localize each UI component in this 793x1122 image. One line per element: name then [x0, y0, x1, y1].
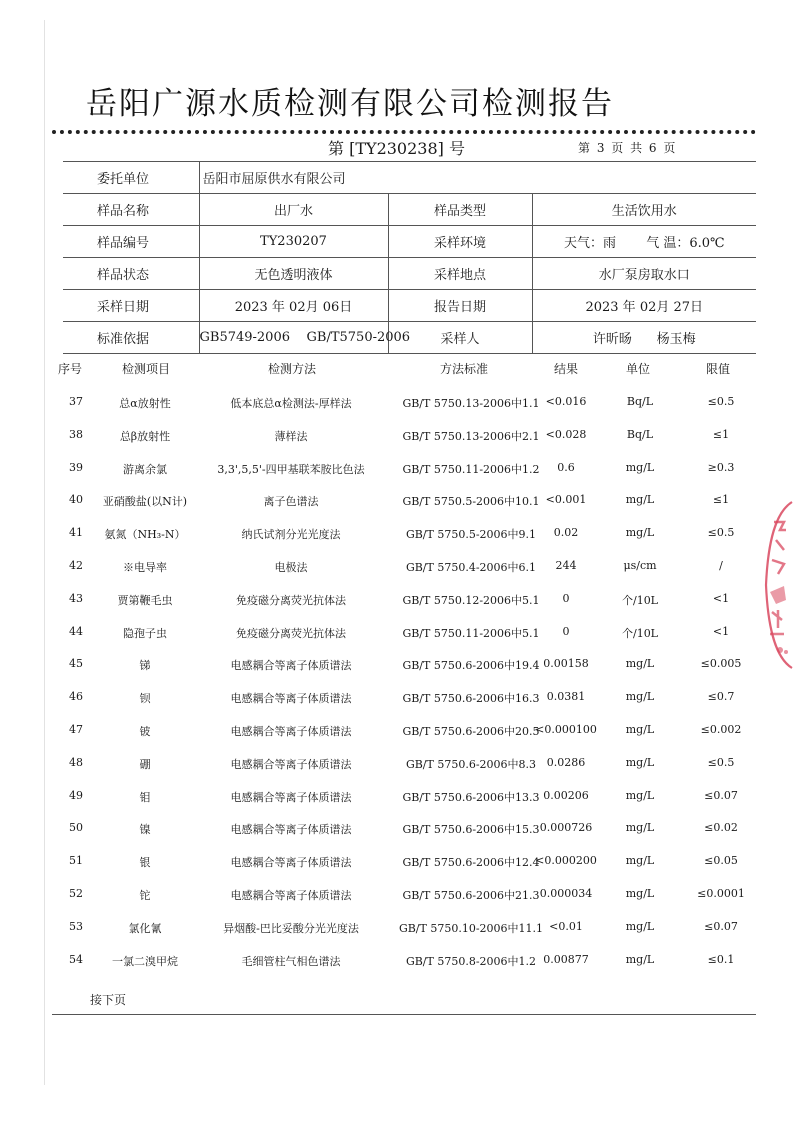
table-row	[56, 789, 756, 809]
cell-standard: GB/T 5750.4-2006中6.1	[405, 561, 537, 574]
state-value: 无色透明液体	[199, 258, 388, 290]
cell-method: 离子色谱法	[263, 495, 319, 509]
cell-limit: ≤0.07	[704, 919, 738, 933]
cell-method: 免疫磁分离荧光抗体法	[236, 626, 346, 640]
continued-note: 接下页	[90, 993, 127, 1007]
info-row-basis	[63, 322, 756, 354]
sample-name-label: 样品名称	[63, 194, 199, 226]
cell-limit: ≤0.5	[707, 395, 735, 408]
cell-no: 41	[69, 526, 83, 540]
sample-name-value: 出厂水	[199, 194, 388, 226]
cell-no: 51	[69, 854, 83, 868]
page-info: 第 3 页 共 6 页	[578, 141, 676, 155]
cell-no: 38	[69, 427, 83, 441]
cell-limit: ≤0.05	[704, 854, 738, 868]
header-limit: 限值	[706, 362, 731, 376]
cell-result: 0	[562, 624, 570, 638]
cell-limit: ≤0.002	[700, 723, 742, 736]
cell-method: 3,3',5,5'-四甲基联苯胺比色法	[217, 462, 365, 476]
cell-result: <0.001	[545, 493, 587, 507]
cell-result: 0.00158	[543, 657, 589, 671]
cell-unit: mg/L	[625, 755, 655, 769]
table-row	[56, 657, 756, 677]
cell-result: 0.0381	[546, 690, 586, 704]
cell-unit: mg/L	[625, 919, 655, 933]
cell-unit: mg/L	[625, 821, 655, 835]
location-label: 采样地点	[388, 258, 532, 290]
cell-limit: ≤0.02	[704, 821, 738, 835]
client-label: 委托单位	[63, 162, 199, 194]
cell-result: <0.01	[549, 919, 583, 933]
table-row	[56, 821, 756, 841]
cell-item: 总β放射性	[119, 429, 171, 443]
header-unit: 单位	[626, 362, 651, 376]
cell-result: 0.02	[553, 526, 579, 540]
cell-method: 电感耦合等离子体质谱法	[230, 692, 352, 706]
header-no: 序号	[58, 362, 83, 376]
env-label: 采样环境	[388, 226, 532, 258]
table-row	[56, 854, 756, 874]
header-method: 检测方法	[268, 362, 317, 376]
cell-unit: mg/L	[625, 788, 655, 802]
table-row	[56, 559, 756, 579]
cell-method: 毛细管柱气相色谱法	[241, 954, 341, 968]
cell-standard: GB/T 5750.6-2006中12.4	[402, 856, 540, 870]
info-row-state	[63, 258, 756, 290]
table-row	[56, 723, 756, 743]
table-row	[56, 690, 756, 710]
table-row	[56, 428, 756, 448]
cell-result: <0.016	[545, 395, 587, 408]
temperature-value: 气 温：6.0℃	[646, 236, 725, 251]
cell-method: 电感耦合等离子体质谱法	[230, 823, 352, 837]
header-result: 结果	[554, 362, 579, 376]
cell-limit: ≤0.5	[707, 755, 735, 769]
cell-no: 47	[69, 723, 83, 736]
info-row-date	[63, 290, 756, 322]
table-row	[56, 625, 756, 645]
table-row	[56, 953, 756, 973]
cell-method: 电感耦合等离子体质谱法	[230, 889, 352, 902]
cell-result: <0.028	[545, 427, 587, 441]
sample-info-table	[63, 161, 756, 354]
cell-item: 贾第鞭毛虫	[117, 593, 173, 607]
cell-no: 39	[69, 460, 83, 474]
cell-no: 54	[69, 952, 83, 966]
table-row	[56, 461, 756, 481]
cell-standard: GB/T 5750.6-2006中15.3	[402, 823, 540, 837]
cell-limit: /	[719, 559, 723, 572]
cell-standard: GB/T 5750.12-2006中5.1	[402, 593, 540, 607]
cell-standard: GB/T 5750.6-2006中19.4	[402, 659, 540, 673]
cell-standard: GB/T 5750.5-2006中9.1	[405, 528, 537, 542]
cell-no: 46	[69, 690, 83, 704]
cell-method: 薄样法	[274, 429, 308, 443]
title-dotted-rule	[52, 130, 756, 134]
cell-unit: mg/L	[625, 952, 655, 966]
cell-result: 0.0286	[546, 755, 586, 769]
bottom-rule	[52, 1014, 756, 1015]
cell-method: 异烟酸-巴比妥酸分光光度法	[223, 921, 359, 935]
cell-result: 0	[562, 591, 570, 605]
cell-method: 低本底总α检测法-厚样法	[230, 397, 352, 410]
cell-no: 44	[69, 624, 83, 638]
cell-standard: GB/T 5750.6-2006中13.3	[402, 790, 540, 804]
cell-standard: GB/T 5750.11-2006中5.1	[402, 626, 540, 640]
cell-item: 铊	[139, 889, 151, 902]
cell-no: 43	[69, 591, 83, 605]
report-date-value: 2023 年 02月 27日	[532, 290, 756, 322]
cell-standard: GB/T 5750.5-2006中10.1	[402, 495, 540, 509]
cell-standard: GB/T 5750.11-2006中1.2	[402, 462, 540, 476]
header-item: 检测项目	[122, 362, 171, 376]
cell-item: 游离余氯	[123, 462, 167, 476]
cell-method: 电极法	[274, 561, 308, 574]
cell-method: 电感耦合等离子体质谱法	[230, 659, 352, 673]
cell-result: 244	[555, 559, 577, 572]
table-row	[56, 592, 756, 612]
client-value: 岳阳市屈原供水有限公司	[199, 162, 756, 194]
table-row	[56, 920, 756, 940]
table-row	[56, 395, 756, 415]
cell-limit: ≤1	[712, 427, 730, 441]
cell-result: <0.000200	[535, 854, 597, 868]
cell-limit: ≤0.1	[707, 952, 735, 966]
table-row	[56, 887, 756, 907]
cell-limit: ≤0.0001	[697, 887, 745, 900]
report-title: 岳阳广源水质检测有限公司检测报告	[86, 86, 614, 122]
sample-type-value: 生活饮用水	[532, 194, 756, 226]
cell-item: 隐孢子虫	[123, 626, 167, 640]
cell-item: ※电导率	[123, 561, 167, 574]
cell-method: 电感耦合等离子体质谱法	[230, 856, 352, 870]
state-label: 样品状态	[63, 258, 199, 290]
cell-unit: mg/L	[625, 690, 655, 704]
cell-standard: GB/T 5750.6-2006中21.3	[402, 889, 540, 902]
location-value: 水厂泵房取水口	[532, 258, 756, 290]
cell-unit: mg/L	[625, 854, 655, 868]
cell-item: 一氯二溴甲烷	[112, 954, 178, 968]
cell-result: 0.000034	[539, 887, 593, 900]
report-date-label: 报告日期	[388, 290, 532, 322]
cell-no: 49	[69, 788, 83, 802]
env-value	[532, 226, 756, 258]
sample-type-label: 样品类型	[388, 194, 532, 226]
cell-method: 电感耦合等离子体质谱法	[230, 790, 352, 804]
cell-no: 42	[69, 559, 83, 572]
cell-item: 钼	[139, 790, 151, 804]
cell-standard: GB/T 5750.6-2006中20.5	[402, 725, 540, 738]
table-row	[56, 493, 756, 513]
cell-method: 纳氏试剂分光光度法	[241, 528, 341, 542]
cell-no: 50	[69, 821, 83, 835]
cell-result: 0.00206	[543, 788, 589, 802]
cell-method: 电感耦合等离子体质谱法	[230, 725, 352, 738]
date-value: 2023 年 02月 06日	[199, 290, 388, 322]
cell-limit: <1	[712, 624, 730, 638]
cell-limit: ≥0.3	[707, 460, 735, 474]
cell-limit: ≤0.5	[707, 526, 735, 540]
cell-unit: μs/cm	[623, 559, 657, 572]
cell-unit: mg/L	[625, 493, 655, 507]
cell-limit: ≤0.07	[704, 788, 738, 802]
cell-standard: GB/T 5750.6-2006中8.3	[405, 757, 537, 771]
cell-result: <0.000100	[535, 723, 597, 736]
cell-standard: GB/T 5750.8-2006中1.2	[405, 954, 537, 968]
cell-result: 0.6	[557, 460, 575, 474]
cell-result: 0.00877	[543, 952, 589, 966]
cell-no: 37	[69, 395, 83, 408]
cell-unit: 个/10L	[621, 593, 658, 607]
cell-unit: mg/L	[625, 723, 655, 736]
sampler-label: 采样人	[388, 322, 532, 354]
sample-id-label: 样品编号	[63, 226, 199, 258]
cell-unit: Bq/L	[626, 427, 654, 441]
cell-unit: mg/L	[625, 526, 655, 540]
cell-item: 银	[139, 856, 151, 870]
table-row	[56, 756, 756, 776]
sample-id-value: TY230207	[199, 226, 388, 258]
info-row-client	[63, 162, 756, 194]
cell-item: 钡	[139, 692, 151, 706]
cell-method: 电感耦合等离子体质谱法	[230, 757, 352, 771]
cell-limit: ≤0.005	[700, 657, 742, 671]
cell-no: 45	[69, 657, 83, 671]
seal-stamp-fragment	[758, 500, 793, 670]
cell-no: 52	[69, 887, 83, 900]
info-row-sample-name	[63, 194, 756, 226]
cell-unit: mg/L	[625, 657, 655, 671]
results-header	[56, 360, 756, 380]
cell-limit: ≤1	[712, 493, 730, 507]
cell-standard: GB/T 5750.13-2006中2.1	[402, 429, 540, 443]
sampler-value: 许昕旸 杨玉梅	[532, 322, 756, 354]
table-row	[56, 526, 756, 546]
cell-unit: mg/L	[625, 460, 655, 474]
cell-item: 铍	[139, 725, 151, 738]
cell-item: 锑	[139, 659, 151, 673]
date-label: 采样日期	[63, 290, 199, 322]
cell-no: 40	[69, 493, 83, 507]
cell-item: 总α放射性	[119, 397, 171, 410]
header-standard: 方法标准	[440, 362, 489, 376]
cell-standard: GB/T 5750.10-2006中11.1	[398, 921, 544, 935]
cell-result: 0.000726	[539, 821, 593, 835]
basis-value: GB5749-2006 GB/T5750-2006	[199, 322, 388, 354]
info-row-sample-id	[63, 226, 756, 258]
cell-unit: 个/10L	[621, 626, 658, 640]
cell-item: 氨氮（NH₃-N）	[104, 528, 186, 542]
cell-unit: Bq/L	[626, 395, 654, 408]
cell-item: 镍	[139, 823, 151, 837]
cell-no: 48	[69, 755, 83, 769]
cell-item: 亚硝酸盐(以N计)	[102, 495, 188, 509]
cell-no: 53	[69, 919, 83, 933]
cell-limit: ≤0.7	[707, 690, 735, 704]
cell-item: 氯化氰	[128, 921, 162, 935]
cell-unit: mg/L	[625, 887, 655, 900]
report-number: 第 [TY230238] 号	[328, 139, 465, 158]
cell-method: 免疫磁分离荧光抗体法	[236, 593, 346, 607]
cell-limit: <1	[712, 591, 730, 605]
cell-standard: GB/T 5750.13-2006中1.1	[402, 397, 540, 410]
cell-item: 硼	[139, 757, 151, 771]
basis-label: 标准依据	[63, 322, 199, 354]
weather-value: 天气：雨	[563, 236, 616, 251]
cell-standard: GB/T 5750.6-2006中16.3	[402, 692, 540, 706]
binding-margin-line	[44, 20, 45, 1085]
